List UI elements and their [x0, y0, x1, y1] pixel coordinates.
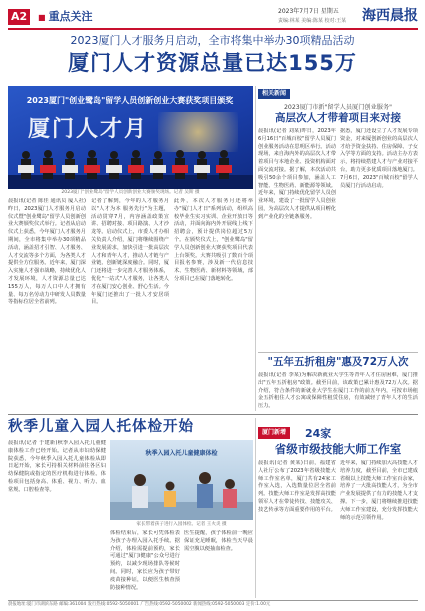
checkup-scene-illustration [110, 462, 253, 520]
sidebar-article-col2: 据悉，厦门还设立了人才发展专项资金，对来厦创新创业的高层次人才给予资金扶持、住房保障、子女入学等方面的支持。活动主办方表示，将持续搭建人才与产业对接平台，助力更多优质项目落地厦门。7月6日，2023"百城百校"留学人员厦门行活动启动。 [340, 128, 418, 189]
main-photo-caption: 2023厦门"创业鹭岛"留学人员创新创业大赛颁奖现场。记者 吴斯 摄 [61, 190, 200, 195]
sidebar-article-col1: 晨报讯(记者 刘某)昨日，2023年6月16日"百城百校"留学人员厦门创业服务活动在思明区举行。活动现场，来自海内外的高层次人才带着项目与本地企业、投资机构面对面交流对接。据了解，本次活动共吸引50余个项目参加，涵盖人工智能、生物医药、新能源等领域。近年来，厦门持续优化留学人员创业环境，建设了一批留学人员创业园，为高层次人才提供从项目孵化到产业化的全链条服务。 [258, 128, 336, 220]
sidebar-subhead: 2023厦门市新"留学人员厦门创业服务" [283, 104, 393, 111]
bottom-column-divider [255, 418, 256, 598]
issue-date: 2023年7月7日 星期五 [278, 8, 339, 15]
skill-master-tag: 厦门新增 [258, 427, 290, 439]
main-article-col3: 此外，本次人才服务月还将举办"厦门人才日"系列活动，组织高校毕业生实习实训、企业开放日等活动，并面向海内外开展线上线下招聘会，预计提供岗位超过5万个。在颁奖仪式上，"创业鹭岛"留学人员创新创业大赛获奖项目代表上台领奖。大赛共吸引了数百个项目报名参赛，涉及新一代信息技术、生物医药、新材料等领域，部分项目已在厦门落地转化。 [174, 198, 253, 282]
stage-banner-text: 2023厦门"创业鹭岛"留学人员创新创业大赛获奖项目颁奖 [26, 96, 234, 105]
newspaper-logo [362, 6, 418, 26]
kindergarten-photo [110, 440, 253, 520]
kindergarten-article-col3: 医生提醒，孩子体检前一晚应保证充足睡眠，体检当天早晨需空腹以便抽血检查。 [184, 530, 253, 552]
skill-master-headline: 省级市级技能大师工作室 [274, 442, 402, 456]
section-title: ■ 重点关注 [38, 8, 93, 27]
page-footer: 晨报地址:厦门市湖滨东路 邮编:361004 发行热线:0592-5050001 广告热线:0592-5050002 新闻热线:0592-5050003 定价:1.00元 [8, 600, 418, 609]
skill-master-article-col1: 晨报讯(记者 黄某)日前，福建省人社厅公布了2023年省级技能大师工作室名单，厦门共有24家工作室入选，入选数量位居全省前列。技能大师工作室是发挥高技能领军人才在带徒传技、技能攻关、技艺传承等方面重要作用的平台。 [258, 460, 336, 513]
main-headline: 厦门人才资源总量已达155万 [68, 51, 357, 75]
stage-big-text: 厦门人才月 [28, 117, 149, 142]
skill-master-article-col2: 近年来，厦门持续加大高技能人才培养力度，截至目前，全市已建成省级以上技能大师工作室百余家，培养了一大批高技能人才，为全市产业发展提供了有力的技能人才支撑。下一步，厦门将继续推进技能大师工作室建设，充分发挥技能大师的示范引领作用。 [340, 460, 418, 521]
editor-credits: 责编:林某 美编:陈某 校对:王某 [278, 18, 347, 24]
skill-master-count: 24家 [305, 427, 332, 440]
main-photo [8, 86, 253, 189]
sidebar-headline: 高层次人才带着项目来对接 [275, 112, 401, 124]
page-number: A2 [8, 9, 30, 25]
main-article-col1: 晨报讯(记者 陈佳 通讯员 厦人社)昨日，2023厦门人才服务月启动仪式暨"创业鹭岛"留学人员创新创业大赛颁奖仪式举行。记者从启动仪式上获悉，今年厦门人才服务月期间，全市将集中举办30项精品活动，涵盖招才引智、人才服务、人才交流等多个方面，为各类人才提供全方位服务。近年来，厦门深入实施人才强市战略，持续优化人才发展环境，人才资源总量已达155万人，每万人口中人才拥有量、每万名劳动力中研发人员数量等指标位居全省前列。 [8, 198, 86, 306]
page-header [8, 6, 418, 30]
logo-text: 海西晨报 [362, 8, 418, 24]
rent-discount-article: 晨报讯(记者 李某)为解决新就业大学生等青年人才住房困难，厦门推出"五年五折租房"政策。截至目前，该政策已累计惠及72万人次。据介绍，符合条件的新就业大学生在厦门工作的前五年内，可按市场租金五折租住人才公寓或保障性租赁住房，有效减轻了青年人才的生活压力。 [258, 372, 418, 410]
kindergarten-checkup-headline: 秋季儿童入园人托体检开始 [8, 419, 194, 435]
rent-discount-headline: "五年五折租房"惠及72万人次 [267, 356, 409, 368]
award-people-illustration [8, 141, 253, 189]
photo-board-text: 秋季入园入托儿童健康体检 [145, 450, 218, 457]
column-divider [255, 86, 256, 411]
sidebar-divider [258, 352, 418, 353]
main-subheadline: 2023厦门人才服务月启动，全市将集中举办30项精品活动 [70, 34, 355, 47]
related-news-tag: 相关新闻 [258, 89, 290, 99]
main-article-col2: 记者了解到，今年的人才服务月以"人才为本 服务先行"为主题，活动贯穿7月，内容涵盖政策宣讲、招聘对接、项目路演、人才沙龙等。启动仪式上，市委人才办相关负责人介绍，厦门将继续围绕产业发展需求，加快引进一批高层次人才和青年人才，推动人才链与产业链、创新链深度融合。同时，厦门还将进一步完善人才服务体系，优化"一站式"人才服务，让各类人才在厦门安心创业、舒心生活。今年厦门还推出了一批人才安居项目。 [91, 198, 169, 306]
kindergarten-article-col1: 晨报讯(记者 于建新)秋季入园入托儿童健康体检工作已经开始。记者从市妇幼保健院获悉，今年秋季入园入托儿童体检从即日起开始，家长可持相关材料前往各区妇幼保健院或指定的医疗机构进行体检。体检项目包括身高、体重、视力、听力、血常规、口腔检查等。 [8, 440, 106, 493]
kindergarten-article-col2: 体检结束后，家长可凭体检表为孩子办理入园入托手续。据介绍，体检需提前预约，家长可通过"厦门i健康"公众号进行预约，以减少现场排队等候时间。同时，家长应为孩子带好疫苗接种证，以便医生核查预防接种情况。 [110, 530, 180, 591]
kindergarten-photo-caption: 家长带着孩子进行入园体检。记者 王火炎 摄 [136, 522, 227, 527]
section-divider [8, 414, 418, 415]
